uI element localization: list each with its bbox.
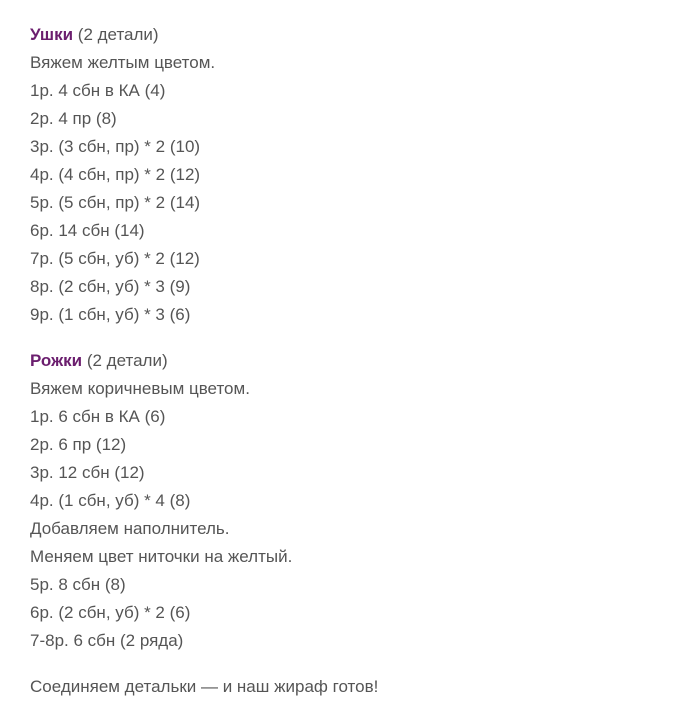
- section-title: Рожки: [30, 351, 83, 370]
- instruction-line: 4р. (4 сбн, пр) * 2 (12): [30, 165, 201, 184]
- instruction-line: 6р. (2 сбн, уб) * 2 (6): [30, 603, 191, 622]
- instruction-line: 2р. 6 пр (12): [30, 435, 127, 454]
- instruction-line: 7-8р. 6 сбн (2 ряда): [30, 631, 184, 650]
- instruction-line: 6р. 14 сбн (14): [30, 221, 145, 240]
- instruction-line: 9р. (1 сбн, уб) * 3 (6): [30, 305, 191, 324]
- instruction-line: Вяжем желтым цветом.: [30, 53, 216, 72]
- instruction-line: 2р. 4 пр (8): [30, 109, 117, 128]
- section-heading: [30, 347, 700, 375]
- instruction-line: Вяжем коричневым цветом.: [30, 379, 250, 398]
- instruction-line: 4р. (1 сбн, уб) * 4 (8): [30, 491, 191, 510]
- section-ears: [30, 21, 700, 329]
- section-count: (2 детали): [77, 25, 159, 44]
- spacer: [30, 329, 700, 347]
- instruction-line: 8р. (2 сбн, уб) * 3 (9): [30, 277, 191, 296]
- instruction-line: 3р. (3 сбн, пр) * 2 (10): [30, 137, 201, 156]
- instruction-line: 1р. 6 сбн в КА (6): [30, 407, 166, 426]
- instruction-line: 5р. 8 сбн (8): [30, 575, 126, 594]
- instruction-line: Меняем цвет ниточки на желтый.: [30, 547, 293, 566]
- section-horns: [30, 347, 700, 655]
- section-title: Ушки: [30, 25, 74, 44]
- instruction-line: Добавляем наполнитель.: [30, 519, 230, 538]
- closing-text: Соединяем детальки — и наш жираф готов!: [30, 677, 379, 696]
- section-count: (2 детали): [86, 351, 168, 370]
- instruction-line: 5р. (5 сбн, пр) * 2 (14): [30, 193, 201, 212]
- section-heading: [30, 21, 700, 49]
- instruction-line: 3р. 12 сбн (12): [30, 463, 145, 482]
- instruction-line: 1р. 4 сбн в КА (4): [30, 81, 166, 100]
- instruction-line: 7р. (5 сбн, уб) * 2 (12): [30, 249, 200, 268]
- spacer: [30, 655, 700, 673]
